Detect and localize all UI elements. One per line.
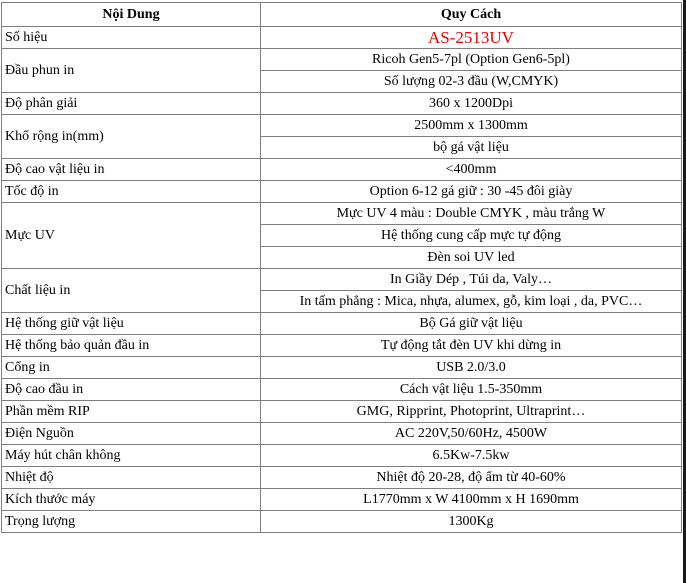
power-value: AC 220V,50/60Hz, 4500W	[261, 423, 682, 445]
printhead-value-1: Ricoh Gen5-7pl (Option Gen6-5pl)	[261, 49, 682, 71]
weight-value: 1300Kg	[261, 511, 682, 533]
table-row	[2, 203, 682, 225]
row-label-printhead: Đầu phun in	[2, 49, 261, 93]
table-row	[2, 357, 682, 379]
table-row	[2, 335, 682, 357]
row-label-material: Chất liệu in	[2, 269, 261, 313]
table-row	[2, 27, 682, 49]
table-row	[2, 269, 682, 291]
holder-value: Bộ Gá giữ vật liệu	[261, 313, 682, 335]
row-label-model: Số hiệu	[2, 27, 261, 49]
ink-value-1: Mực UV 4 màu : Double CMYK , màu trắng W	[261, 203, 682, 225]
row-label-port: Cổng in	[2, 357, 261, 379]
table-row	[2, 401, 682, 423]
row-label-resolution: Độ phân giải	[2, 93, 261, 115]
table-row	[2, 93, 682, 115]
row-label-media-height: Độ cao vật liệu in	[2, 159, 261, 181]
table-row	[2, 159, 682, 181]
resolution-value: 360 x 1200Dpi	[261, 93, 682, 115]
row-label-ink: Mực UV	[2, 203, 261, 269]
table-row	[2, 467, 682, 489]
dimensions-value: L1770mm x W 4100mm x H 1690mm	[261, 489, 682, 511]
printhead-value-2: Số lượng 02-3 đầu (W,CMYK)	[261, 71, 682, 93]
speed-value: Option 6-12 gá giữ : 30 -45 đôi giày	[261, 181, 682, 203]
header-spec: Quy Cách	[261, 3, 682, 27]
table-row	[2, 423, 682, 445]
rip-value: GMG, Ripprint, Photoprint, Ultraprint…	[261, 401, 682, 423]
row-label-rip: Phần mềm RIP	[2, 401, 261, 423]
head-height-value: Cách vật liệu 1.5-350mm	[261, 379, 682, 401]
media-height-value: <400mm	[261, 159, 682, 181]
model-value: AS-2513UV	[261, 27, 682, 49]
width-value-1: 2500mm x 1300mm	[261, 115, 682, 137]
material-value-1: In Giầy Dép , Túi da, Valy…	[261, 269, 682, 291]
row-label-vacuum: Máy hút chân không	[2, 445, 261, 467]
row-label-protection: Hệ thống bảo quản đầu in	[2, 335, 261, 357]
width-value-2: bộ gá vật liệu	[261, 137, 682, 159]
header-content: Nội Dung	[2, 3, 261, 27]
vacuum-value: 6.5Kw-7.5kw	[261, 445, 682, 467]
row-label-holder: Hệ thống giữ vật liệu	[2, 313, 261, 335]
ink-value-3: Đèn soi UV led	[261, 247, 682, 269]
row-label-power: Điện Nguồn	[2, 423, 261, 445]
port-value: USB 2.0/3.0	[261, 357, 682, 379]
row-label-speed: Tốc độ in	[2, 181, 261, 203]
table-row	[2, 489, 682, 511]
table-header-row	[2, 3, 682, 27]
row-label-temperature: Nhiệt độ	[2, 467, 261, 489]
material-value-2: In tấm phẳng : Mica, nhựa, alumex, gỗ, kim loại , da, PVC…	[261, 291, 682, 313]
protection-value: Tự động tắt đèn UV khi dừng in	[261, 335, 682, 357]
table-row	[2, 49, 682, 71]
row-label-weight: Trọng lượng	[2, 511, 261, 533]
row-label-dimensions: Kích thước máy	[2, 489, 261, 511]
table-row	[2, 511, 682, 533]
ink-value-2: Hệ thống cung cấp mực tự động	[261, 225, 682, 247]
table-row	[2, 313, 682, 335]
table-row	[2, 379, 682, 401]
table-row	[2, 445, 682, 467]
spec-table	[1, 2, 682, 533]
table-row	[2, 115, 682, 137]
row-label-width: Khổ rộng in(mm)	[2, 115, 261, 159]
table-row	[2, 181, 682, 203]
temperature-value: Nhiệt độ 20-28, độ ẩm từ 40-60%	[261, 467, 682, 489]
row-label-head-height: Độ cao đầu in	[2, 379, 261, 401]
